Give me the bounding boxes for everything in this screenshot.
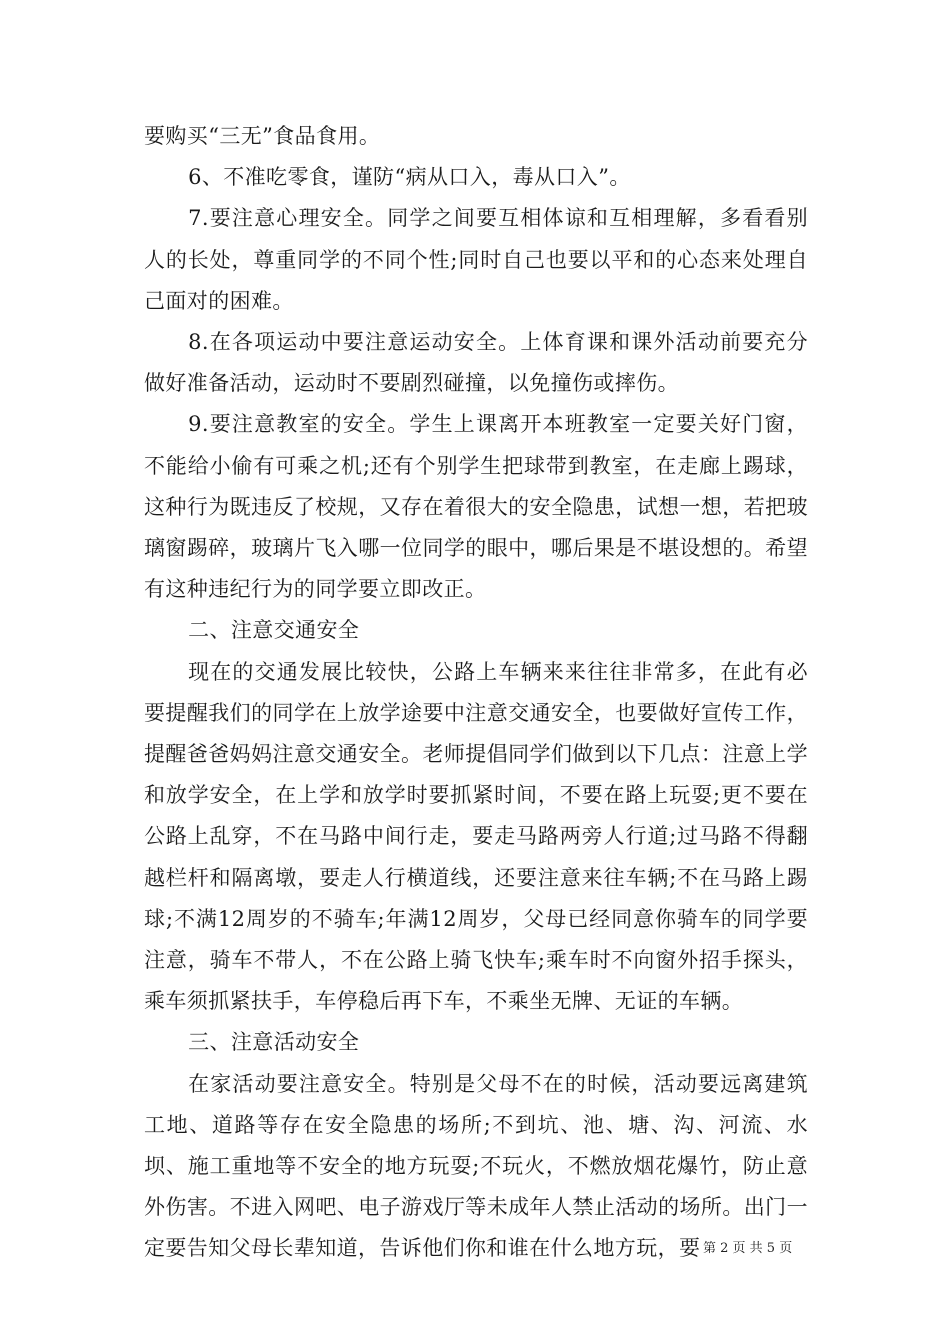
page-number-footer: 第 2 页 共 5 页 xyxy=(703,1241,793,1256)
section-heading-traffic: 二、注意交通安全 xyxy=(188,618,360,643)
paragraph-traffic-safety: 现在的交通发展比较快，公路上车辆来来往往非常多，在此有必要提醒我们的同学在上放学途要中注意交通安全，也要做好宣传工作，提醒爸爸妈妈注意交通安全。老师提倡同学们做到以下几点：注意上学和放学安全，在上学和放学时要抓紧时间，不要在路上玩耍;更不要在公路上乱穿，不在马路中间行走，要走马路两旁人行道;过马路不得翻越栏杆和隔离墩，要走人行横道线，还要注意来往车辆;不在马路上踢球;不满12周岁的不骑车;年满12周岁，父母已经同意你骑车的同学要注意，骑车不带人，不在公路上骑飞快车;乘车时不向窗外招手探头，乘车须抓紧扶手，车停稳后再下车，不乘坐无牌、无证的车辆。 xyxy=(144,659,808,1014)
paragraph-rule-6: 6、不准吃零食，谨防“病从口入，毒从口入”。 xyxy=(188,165,631,190)
paragraph-activity-safety: 在家活动要注意安全。特别是父母不在的时候，活动要远离建筑工地、道路等存在安全隐患的场所;不到坑、池、塘、沟、河流、水坝、施工重地等不安全的地方玩耍;不玩火，不燃放烟花爆竹，防止意外伤害。不进入网吧、电子游戏厅等未成年人禁止活动的场所。出门一定要告知父母长辈知道，告诉他们你和谁在什么地方玩，要 xyxy=(144,1071,808,1261)
paragraph-rule-8: 8.在各项运动中要注意运动安全。上体育课和课外活动前要充分做好准备活动，运动时不要剧烈碰撞，以免撞伤或摔伤。 xyxy=(144,330,808,396)
paragraph-rule-9: 9.要注意教室的安全。学生上课离开本班教室一定要关好门窗，不能给小偷有可乘之机;还有个别学生把球带到教室，在走廊上踢球，这种行为既违反了校规，又存在着很大的安全隐患，试想一想，若把玻璃窗踢碎，玻璃片飞入哪一位同学的眼中，哪后果是不堪设想的。希望有这种违纪行为的同学要立即改正。 xyxy=(144,412,808,602)
section-heading-activity: 三、注意活动安全 xyxy=(188,1030,360,1055)
paragraph-rule-7: 7.要注意心理安全。同学之间要互相体谅和互相理解，多看看别人的长处，尊重同学的不同个性;同时自己也要以平和的心态来处理自己面对的困难。 xyxy=(144,206,808,313)
paragraph-continuation: 要购买“三无”食品食用。 xyxy=(144,124,381,148)
document-body xyxy=(144,116,808,1270)
